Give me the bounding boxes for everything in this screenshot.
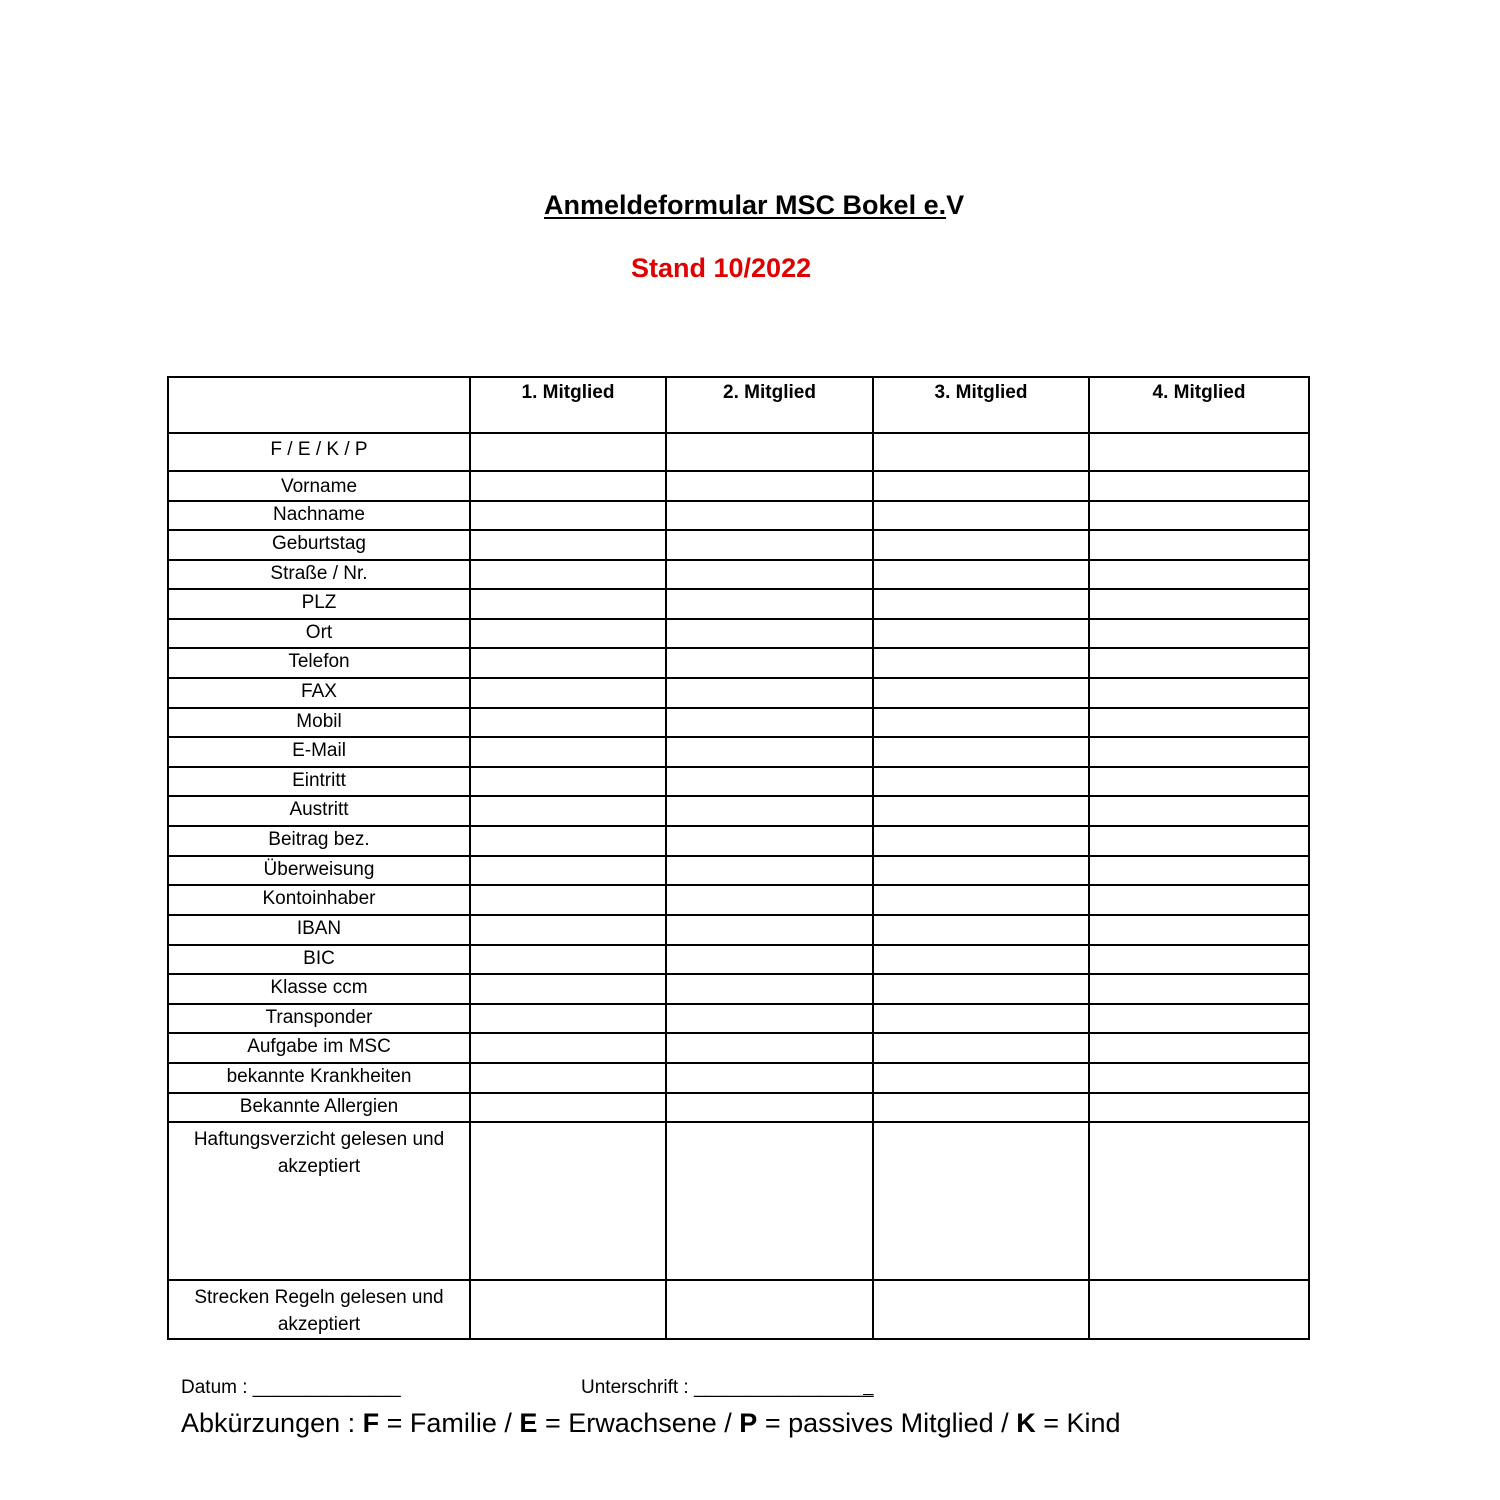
unterschrift-field[interactable] [581,1377,874,1399]
table-row [168,1122,1309,1280]
input-cell[interactable] [470,1093,666,1122]
row-label-austritt: Austritt [168,796,470,826]
input-cell[interactable] [666,974,873,1004]
input-cell[interactable] [1089,826,1309,856]
input-cell[interactable] [873,501,1089,530]
input-cell[interactable] [873,826,1089,856]
input-cell[interactable] [666,560,873,589]
header-label-column [168,377,470,433]
input-cell[interactable] [1089,648,1309,678]
table-row [168,1004,1309,1033]
table-row [168,1063,1309,1093]
input-cell[interactable] [666,1004,873,1033]
row-label-membership-type: F / E / K / P [168,433,470,471]
table-row [168,560,1309,589]
input-cell[interactable] [1089,974,1309,1004]
input-cell[interactable] [666,678,873,708]
row-label-vorname: Vorname [168,471,470,501]
row-label-strecken-regeln: Strecken Regeln gelesen und akzeptiert [168,1280,470,1339]
input-cell[interactable] [470,589,666,619]
input-cell[interactable] [666,648,873,678]
input-cell[interactable] [1089,1093,1309,1122]
input-cell[interactable] [873,530,1089,560]
table-row [168,433,1309,471]
input-cell[interactable] [470,560,666,589]
form-title-tail: V [946,190,965,220]
input-cell[interactable] [666,1063,873,1093]
legend-key-f: F [362,1408,380,1438]
input-cell[interactable] [666,433,873,471]
input-cell[interactable] [666,708,873,737]
row-label-transponder: Transponder [168,1004,470,1033]
row-label-krankheiten: bekannte Krankheiten [168,1063,470,1093]
table-row [168,767,1309,796]
row-label-ort: Ort [168,619,470,648]
input-cell[interactable] [666,767,873,796]
legend-prefix: Abkürzungen : [181,1408,363,1438]
input-cell[interactable] [873,560,1089,589]
input-cell[interactable] [873,1033,1089,1063]
input-cell[interactable] [873,856,1089,885]
input-cell[interactable] [873,589,1089,619]
table-row [168,1280,1309,1339]
input-cell[interactable] [873,974,1089,1004]
input-cell[interactable] [666,589,873,619]
row-label-kontoinhaber: Kontoinhaber [168,885,470,915]
abbreviations-legend [181,1408,1121,1439]
input-cell[interactable] [470,856,666,885]
input-cell[interactable] [470,885,666,915]
input-cell[interactable] [1089,737,1309,767]
input-cell[interactable] [470,796,666,826]
row-label-eintritt: Eintritt [168,767,470,796]
input-cell[interactable] [1089,530,1309,560]
table-row [168,648,1309,678]
unterschrift-tail: _ [863,1377,874,1398]
input-cell[interactable] [470,767,666,796]
table-row [168,619,1309,648]
input-cell[interactable] [470,1004,666,1033]
row-label-ueberweisung: Überweisung [168,856,470,885]
input-cell[interactable] [470,737,666,767]
input-cell[interactable] [873,678,1089,708]
table-row [168,974,1309,1004]
table-row [168,826,1309,856]
input-cell[interactable] [666,1280,873,1339]
table-row [168,796,1309,826]
input-cell[interactable] [470,708,666,737]
row-label-fax: FAX [168,678,470,708]
input-cell[interactable] [873,767,1089,796]
row-label-aufgabe: Aufgabe im MSC [168,1033,470,1063]
row-label-email: E-Mail [168,737,470,767]
row-label-haftungsverzicht: Haftungsverzicht gelesen und akzeptiert [168,1122,470,1280]
table-row [168,501,1309,530]
input-cell[interactable] [666,1122,873,1280]
table-row [168,678,1309,708]
input-cell[interactable] [873,1063,1089,1093]
input-cell[interactable] [873,737,1089,767]
legend-key-k: K [1016,1408,1036,1438]
table-row [168,708,1309,737]
input-cell[interactable] [470,974,666,1004]
input-cell[interactable] [470,1280,666,1339]
table-header-row [168,377,1309,433]
input-cell[interactable] [873,1093,1089,1122]
legend-text-k: = Kind [1035,1408,1121,1438]
header-member-2: 2. Mitglied [666,377,873,433]
input-cell[interactable] [470,501,666,530]
row-label-beitrag: Beitrag bez. [168,826,470,856]
input-cell[interactable] [873,945,1089,974]
table-row [168,1033,1309,1063]
table-row [168,471,1309,501]
input-cell[interactable] [1089,619,1309,648]
input-cell[interactable] [470,826,666,856]
unterschrift-label: Unterschrift : ________________ [581,1377,864,1398]
input-cell[interactable] [666,885,873,915]
table-row [168,589,1309,619]
input-cell[interactable] [873,648,1089,678]
input-cell[interactable] [1089,945,1309,974]
input-cell[interactable] [470,945,666,974]
input-cell[interactable] [1089,1004,1309,1033]
input-cell[interactable] [873,1280,1089,1339]
input-cell[interactable] [1089,1033,1309,1063]
input-cell[interactable] [666,471,873,501]
input-cell[interactable] [1089,678,1309,708]
input-cell[interactable] [873,619,1089,648]
form-title [544,190,964,221]
input-cell[interactable] [1089,471,1309,501]
input-cell[interactable] [470,471,666,501]
input-cell[interactable] [873,1004,1089,1033]
legend-text-p: = passives Mitglied / [757,1408,1017,1438]
row-label-klasse: Klasse ccm [168,974,470,1004]
input-cell[interactable] [666,1033,873,1063]
input-cell[interactable] [470,530,666,560]
header-member-3: 3. Mitglied [873,377,1089,433]
row-label-mobil: Mobil [168,708,470,737]
legend-text-e: = Erwachsene / [537,1408,740,1438]
row-label-iban: IBAN [168,915,470,945]
form-version: Stand 10/2022 [631,253,812,283]
table-row [168,915,1309,945]
table-row [168,530,1309,560]
input-cell[interactable] [873,915,1089,945]
input-cell[interactable] [1089,885,1309,915]
legend-text-f: = Familie / [379,1408,520,1438]
input-cell[interactable] [873,796,1089,826]
input-cell[interactable] [1089,433,1309,471]
header-member-1: 1. Mitglied [470,377,666,433]
input-cell[interactable] [666,501,873,530]
input-cell[interactable] [470,1033,666,1063]
table-row [168,1093,1309,1122]
row-label-nachname: Nachname [168,501,470,530]
row-label-telefon: Telefon [168,648,470,678]
datum-field[interactable]: Datum : ______________ [181,1377,401,1398]
input-cell[interactable] [873,433,1089,471]
input-cell[interactable] [470,648,666,678]
legend-key-e: E [519,1408,538,1438]
legend-key-p: P [739,1408,758,1438]
input-cell[interactable] [1089,1063,1309,1093]
table-row [168,945,1309,974]
input-cell[interactable] [470,619,666,648]
input-cell[interactable] [470,1063,666,1093]
table-row [168,885,1309,915]
input-cell[interactable] [1089,796,1309,826]
header-member-4: 4. Mitglied [1089,377,1309,433]
input-cell[interactable] [666,945,873,974]
input-cell[interactable] [873,885,1089,915]
input-cell[interactable] [1089,856,1309,885]
input-cell[interactable] [470,1122,666,1280]
input-cell[interactable] [873,1122,1089,1280]
input-cell[interactable] [1089,915,1309,945]
input-cell[interactable] [666,826,873,856]
row-label-geburtstag: Geburtstag [168,530,470,560]
input-cell[interactable] [666,915,873,945]
form-title-underlined: Anmeldeformular MSC Bokel e. [544,190,947,220]
input-cell[interactable] [1089,501,1309,530]
member-registration-table [167,376,1310,1340]
input-cell[interactable] [1089,1122,1309,1280]
row-label-bic: BIC [168,945,470,974]
row-label-plz: PLZ [168,589,470,619]
input-cell[interactable] [666,737,873,767]
table-row [168,856,1309,885]
input-cell[interactable] [1089,767,1309,796]
input-cell[interactable] [1089,1280,1309,1339]
input-cell[interactable] [1089,560,1309,589]
input-cell[interactable] [1089,589,1309,619]
table-row [168,737,1309,767]
input-cell[interactable] [470,915,666,945]
input-cell[interactable] [666,530,873,560]
input-cell[interactable] [666,856,873,885]
input-cell[interactable] [666,619,873,648]
input-cell[interactable] [470,433,666,471]
input-cell[interactable] [1089,708,1309,737]
input-cell[interactable] [470,678,666,708]
input-cell[interactable] [666,796,873,826]
input-cell[interactable] [873,471,1089,501]
input-cell[interactable] [666,1093,873,1122]
input-cell[interactable] [873,708,1089,737]
row-label-allergien: Bekannte Allergien [168,1093,470,1122]
row-label-strasse: Straße / Nr. [168,560,470,589]
